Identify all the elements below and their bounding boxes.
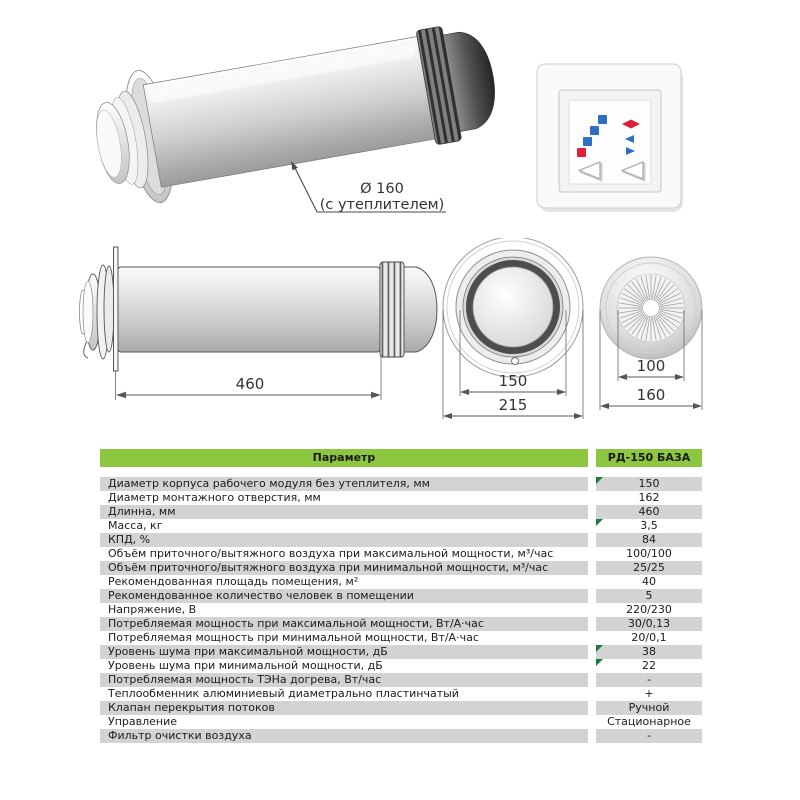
table-row	[100, 673, 702, 687]
inner-diameter-dimension: 100	[636, 357, 666, 375]
outer-diameter-dimension: 160	[636, 386, 666, 404]
module-diameter-dimension: 150	[498, 372, 528, 390]
diameter-sublabel: (с утеплителем)	[319, 197, 445, 213]
spec-value	[596, 533, 702, 547]
spec-value-text: -	[647, 673, 651, 686]
table-row	[100, 575, 702, 589]
spec-value	[596, 645, 702, 659]
spec-value-text: Ручной	[628, 701, 670, 714]
spec-label: Напряжение, В	[108, 603, 197, 616]
speed-min-icon	[577, 148, 586, 157]
column-header-parameter: Параметр	[100, 449, 588, 467]
spec-value	[596, 561, 702, 575]
control-panel	[533, 58, 687, 216]
table-header-gap	[100, 467, 702, 477]
spec-value-text: -	[647, 729, 651, 742]
spec-value	[596, 477, 702, 491]
spec-value-text: 150	[638, 477, 660, 490]
outdoor-view-drawing	[593, 238, 745, 420]
spec-value-text: 40	[642, 575, 656, 588]
spec-value	[596, 617, 702, 631]
comment-marker-icon	[596, 519, 603, 526]
length-dimension: 460	[235, 375, 265, 393]
table-row	[100, 505, 702, 519]
spec-label: Диаметр корпуса рабочего модуля без утеплителя, мм	[100, 477, 588, 491]
spec-value	[596, 547, 702, 561]
table-row	[100, 589, 702, 603]
spec-label: Объём приточного/вытяжного воздуха при максимальной мощности, м³/час	[108, 547, 554, 560]
table-row	[100, 687, 702, 701]
spec-label: Диаметр монтажного отверстия, мм	[108, 491, 321, 504]
spec-label: Управление	[108, 715, 178, 728]
spec-value-text: 100/100	[626, 547, 672, 560]
comment-marker-icon	[596, 645, 603, 652]
spec-label: Объём приточного/вытяжного воздуха при минимальной мощности, м³/час	[100, 561, 588, 575]
spec-value-text: 84	[642, 533, 656, 546]
table-row	[100, 603, 702, 617]
spec-value	[596, 729, 702, 743]
product-photo	[50, 15, 530, 225]
spec-label: Потребляемая мощность при максимальной мощности, Вт/А·час	[100, 617, 588, 631]
spec-value-text: 5	[645, 589, 653, 602]
spec-value	[596, 673, 702, 687]
side-view-drawing	[78, 243, 453, 408]
spec-label: Теплообменник алюминиевый диаметрально пластинчатый	[108, 687, 459, 700]
spec-value-text: 220/230	[626, 603, 672, 616]
spec-value	[596, 687, 702, 701]
diameter-label: Ø 160	[360, 181, 404, 197]
spec-value	[596, 589, 702, 603]
spec-value-text: Стационарное	[607, 715, 691, 728]
front-cap	[473, 267, 553, 347]
table-row	[100, 477, 702, 491]
spec-label: КПД, %	[100, 533, 588, 547]
tube-body	[118, 267, 380, 352]
spec-table	[100, 449, 702, 743]
spec-label: Клапан перекрытия потоков	[100, 701, 588, 715]
spec-label: Потребляемая мощность при минимальной мощности, Вт/А·час	[108, 631, 479, 644]
front-view-drawing	[433, 238, 603, 423]
table-row	[100, 659, 702, 673]
spec-value	[596, 701, 702, 715]
spec-value-text: 38	[642, 645, 656, 658]
table-row	[100, 631, 702, 645]
spec-label: Длинна, мм	[100, 505, 588, 519]
table-body	[100, 477, 702, 743]
spec-value	[596, 659, 702, 673]
table-row	[100, 729, 702, 743]
flange-diameter-dimension: 215	[498, 396, 528, 414]
spec-value	[596, 505, 702, 519]
spec-value-text: 22	[642, 659, 656, 672]
spec-value	[596, 575, 702, 589]
screw-hole	[512, 358, 519, 365]
spec-value-text: 3,5	[640, 519, 658, 532]
spec-value	[596, 603, 702, 617]
spec-value	[596, 715, 702, 729]
spec-label: Рекомендованное количество человек в помещении	[100, 589, 588, 603]
spec-value-text: 25/25	[633, 561, 665, 574]
diameter-leader	[291, 161, 446, 213]
comment-marker-icon	[596, 477, 603, 484]
spec-value-text: +	[644, 687, 654, 700]
recuperator-body	[86, 15, 504, 212]
table-row	[100, 547, 702, 561]
spec-value-text: 162	[638, 491, 660, 504]
ribbed-ring	[380, 262, 404, 357]
table-row	[100, 491, 702, 505]
table-row	[100, 519, 702, 533]
table-row	[100, 561, 702, 575]
spec-label: Уровень шума при минимальной мощности, дБ	[108, 659, 383, 672]
spec-value	[596, 491, 702, 505]
spec-value-text: 460	[638, 505, 660, 518]
spec-label: Потребляемая мощность ТЭНа догрева, Вт/час	[100, 673, 588, 687]
comment-marker-icon	[596, 659, 603, 666]
table-row	[100, 645, 702, 659]
table-row	[100, 617, 702, 631]
spec-label: Рекомендованная площадь помещения, м²	[108, 575, 359, 588]
spec-value	[596, 631, 702, 645]
spec-label: Уровень шума при максимальной мощности, дБ	[100, 645, 588, 659]
spec-label: Масса, кг	[108, 519, 163, 532]
column-header-model: РД-150 БАЗА	[596, 449, 702, 467]
table-row	[100, 715, 702, 729]
table-row	[100, 533, 702, 547]
table-header	[100, 449, 702, 467]
spec-value-text: 20/0,1	[631, 631, 667, 644]
spec-label: Фильтр очистки воздуха	[100, 729, 588, 743]
spec-value-text: 30/0,13	[627, 617, 671, 630]
wall-plate	[114, 247, 119, 371]
table-row	[100, 701, 702, 715]
spec-value	[596, 519, 702, 533]
